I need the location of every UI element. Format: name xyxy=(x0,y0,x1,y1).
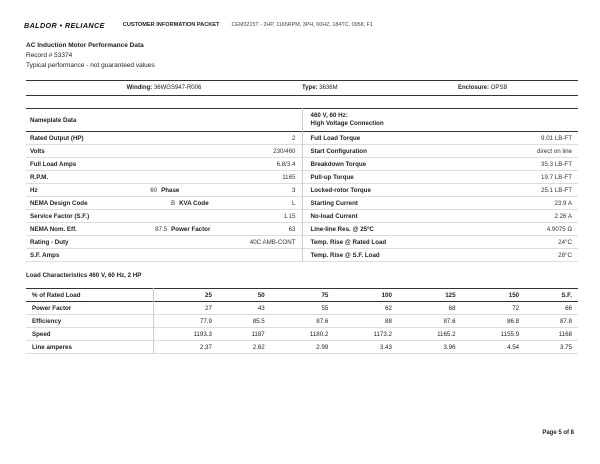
nameplate-row xyxy=(26,171,302,184)
table-cell: 1155.9 xyxy=(500,330,520,338)
record-number: Record # 53374 xyxy=(26,52,73,59)
table-cell: 88 xyxy=(385,317,392,325)
table-cell: 68 xyxy=(448,304,456,312)
row-value: 1.15 xyxy=(283,212,296,220)
table-cell: 43 xyxy=(257,304,265,312)
nameplate-left-column xyxy=(26,108,303,262)
table-cell: 4.54 xyxy=(507,343,520,351)
table-cell: 1168 xyxy=(558,330,572,338)
row-label: NEMA Nom. Eff. xyxy=(30,225,77,233)
table-cell: 66 xyxy=(565,304,572,312)
connection-title xyxy=(303,108,579,132)
enclosure-field xyxy=(458,85,578,91)
table-row xyxy=(26,315,578,328)
row-value: 25.1 LB-FT xyxy=(541,186,572,194)
load-characteristics-title: Load Characteristics 460 V, 60 Hz, 2 HP xyxy=(26,272,142,279)
table-cell: 2.99 xyxy=(316,343,329,351)
row-value: 40C AMB-CONT xyxy=(249,238,296,246)
nameplate-row xyxy=(26,210,302,223)
table-row xyxy=(26,302,578,315)
table-cell: 87.8 xyxy=(559,317,572,325)
nameplate-row xyxy=(26,223,302,236)
nameplate-row xyxy=(303,210,579,223)
nameplate-row xyxy=(303,223,579,236)
table-cell: 3.75 xyxy=(559,343,572,351)
row-label: Pull-up Torque xyxy=(310,173,354,181)
row-value: 2 xyxy=(292,134,296,142)
nameplate-row xyxy=(303,145,579,158)
row-value-secondary: 63 xyxy=(288,225,296,233)
nameplate-row xyxy=(26,184,302,197)
nameplate-row xyxy=(26,158,302,171)
nameplate-section xyxy=(26,108,578,262)
nameplate-row xyxy=(26,197,302,210)
nameplate-row xyxy=(26,249,302,262)
page-header xyxy=(24,18,576,32)
row-label-secondary: KVA Code xyxy=(179,199,209,207)
row-label: Full Load Torque xyxy=(310,134,361,142)
row-value: 23.9 A xyxy=(554,199,572,207)
column-header: 100 xyxy=(381,291,392,299)
row-value: 4.9075 Ω xyxy=(546,225,572,233)
table-cell: 1180.2 xyxy=(309,330,329,338)
row-label: Volts xyxy=(30,147,45,155)
document-title: AC Induction Motor Performance Data xyxy=(26,42,144,49)
row-label: Service Factor (S.F.) xyxy=(30,212,90,220)
row-label-secondary: Power Factor xyxy=(171,225,211,233)
nameplate-row xyxy=(303,249,579,262)
winding-label: Winding: xyxy=(126,85,153,91)
table-cell: 3.96 xyxy=(443,343,456,351)
column-header: 50 xyxy=(257,291,265,299)
column-header: % of Rated Load xyxy=(26,289,153,302)
row-label: R.P.M. xyxy=(30,173,49,181)
row-value: 9.01 LB-FT xyxy=(541,134,572,142)
row-value: 28°C xyxy=(558,251,572,259)
row-value: 24°C xyxy=(558,238,572,246)
row-header: Power Factor xyxy=(26,302,153,315)
page-number: Page 5 of 8 xyxy=(542,430,574,436)
column-header: 150 xyxy=(508,291,520,299)
column-header: 75 xyxy=(321,291,329,299)
row-value: 2.26 A xyxy=(554,212,572,220)
table-cell: 72 xyxy=(512,304,520,312)
table-cell: 62 xyxy=(385,304,392,312)
table-row xyxy=(26,341,578,354)
row-header: Line amperes xyxy=(26,341,153,354)
row-label: Rating - Duty xyxy=(30,238,69,246)
brand-logo: BALDOR • RELIANCE xyxy=(24,20,105,30)
connection-title-2: High Voltage Connection xyxy=(310,120,384,127)
table-cell: 1193.3 xyxy=(193,330,212,338)
nameplate-right-column xyxy=(303,108,579,262)
row-header: Speed xyxy=(26,328,153,341)
column-header: 25 xyxy=(205,291,212,299)
winding-field xyxy=(26,85,302,91)
enclosure-value: OPSB xyxy=(490,85,508,91)
row-label: Start Configuration xyxy=(310,147,367,155)
winding-value: 36WGS947-R006 xyxy=(153,85,202,91)
table-cell: 27 xyxy=(205,304,212,312)
column-header: 125 xyxy=(445,291,456,299)
row-value: 60 xyxy=(150,186,158,194)
row-label-secondary: Phase xyxy=(161,186,180,194)
table-cell: 85.5 xyxy=(252,317,265,325)
row-label: Full Load Amps xyxy=(30,160,77,168)
row-value: 19.7 LB-FT xyxy=(541,173,572,181)
nameplate-row xyxy=(303,132,579,145)
model-description: CEM3215T - 2HP, 1165RPM, 3PH, 60HZ, 184TC, 0958, F1 xyxy=(231,22,373,28)
table-header-row xyxy=(26,289,578,302)
table-cell: 55 xyxy=(321,304,329,312)
row-label: Line-line Res. @ 25ºC xyxy=(310,225,374,233)
enclosure-label: Enclosure: xyxy=(458,85,490,91)
row-value: direct on line xyxy=(536,147,572,155)
title-block xyxy=(26,41,155,71)
nameplate-row xyxy=(26,236,302,249)
row-label: Hz xyxy=(30,186,38,194)
row-label: Rated Output (HP) xyxy=(30,134,84,142)
nameplate-row xyxy=(26,145,302,158)
nameplate-row xyxy=(303,171,579,184)
table-cell: 2.37 xyxy=(199,343,212,351)
row-value: B xyxy=(170,199,176,207)
table-cell: 1165.2 xyxy=(437,330,456,338)
disclaimer: Typical performance - not guaranteed values xyxy=(26,62,155,69)
row-label: No-load Current xyxy=(310,212,358,220)
table-row xyxy=(26,328,578,341)
row-value-secondary: L xyxy=(292,199,296,207)
nameplate-row xyxy=(303,236,579,249)
row-label: NEMA Design Code xyxy=(30,199,88,207)
row-label: Temp. Rise @ S.F. Load xyxy=(310,251,380,259)
row-value: 1165 xyxy=(282,173,296,181)
summary-bar xyxy=(26,80,578,96)
row-value: 230/460 xyxy=(273,147,296,155)
row-label: Locked-rotor Torque xyxy=(310,186,371,194)
row-value: 87.5 xyxy=(155,225,168,233)
connection-title-1: 460 V, 60 Hz: xyxy=(310,112,348,119)
nameplate-row xyxy=(303,158,579,171)
table-cell: 77.9 xyxy=(199,317,212,325)
row-value: 6.8/3.4 xyxy=(276,160,296,168)
row-value-secondary: 3 xyxy=(292,186,296,194)
table-cell: 2.62 xyxy=(252,343,265,351)
packet-title: CUSTOMER INFORMATION PACKET xyxy=(122,22,220,28)
nameplate-title: Nameplate Data xyxy=(26,108,302,132)
row-label: S.F. Amps xyxy=(30,251,60,259)
row-label: Temp. Rise @ Rated Load xyxy=(310,238,387,246)
row-value: 35.3 LB-FT xyxy=(541,160,572,168)
nameplate-row xyxy=(26,132,302,145)
table-cell: 86.8 xyxy=(507,317,520,325)
type-field xyxy=(302,85,372,91)
table-cell: 3.43 xyxy=(379,343,392,351)
type-label: Type: xyxy=(302,85,318,91)
nameplate-row xyxy=(303,184,579,197)
table-cell: 1173.2 xyxy=(373,330,392,338)
row-label: Starting Current xyxy=(310,199,358,207)
load-characteristics-table xyxy=(26,288,578,354)
table-cell: 1187 xyxy=(251,330,265,338)
type-value: 3636M xyxy=(319,85,338,91)
table-cell: 87.6 xyxy=(316,317,329,325)
nameplate-row xyxy=(303,197,579,210)
table-cell: 87.6 xyxy=(443,317,456,325)
column-header: S.F. xyxy=(561,291,572,299)
row-header: Efficiency xyxy=(26,315,153,328)
row-label: Breakdown Torque xyxy=(310,160,367,168)
